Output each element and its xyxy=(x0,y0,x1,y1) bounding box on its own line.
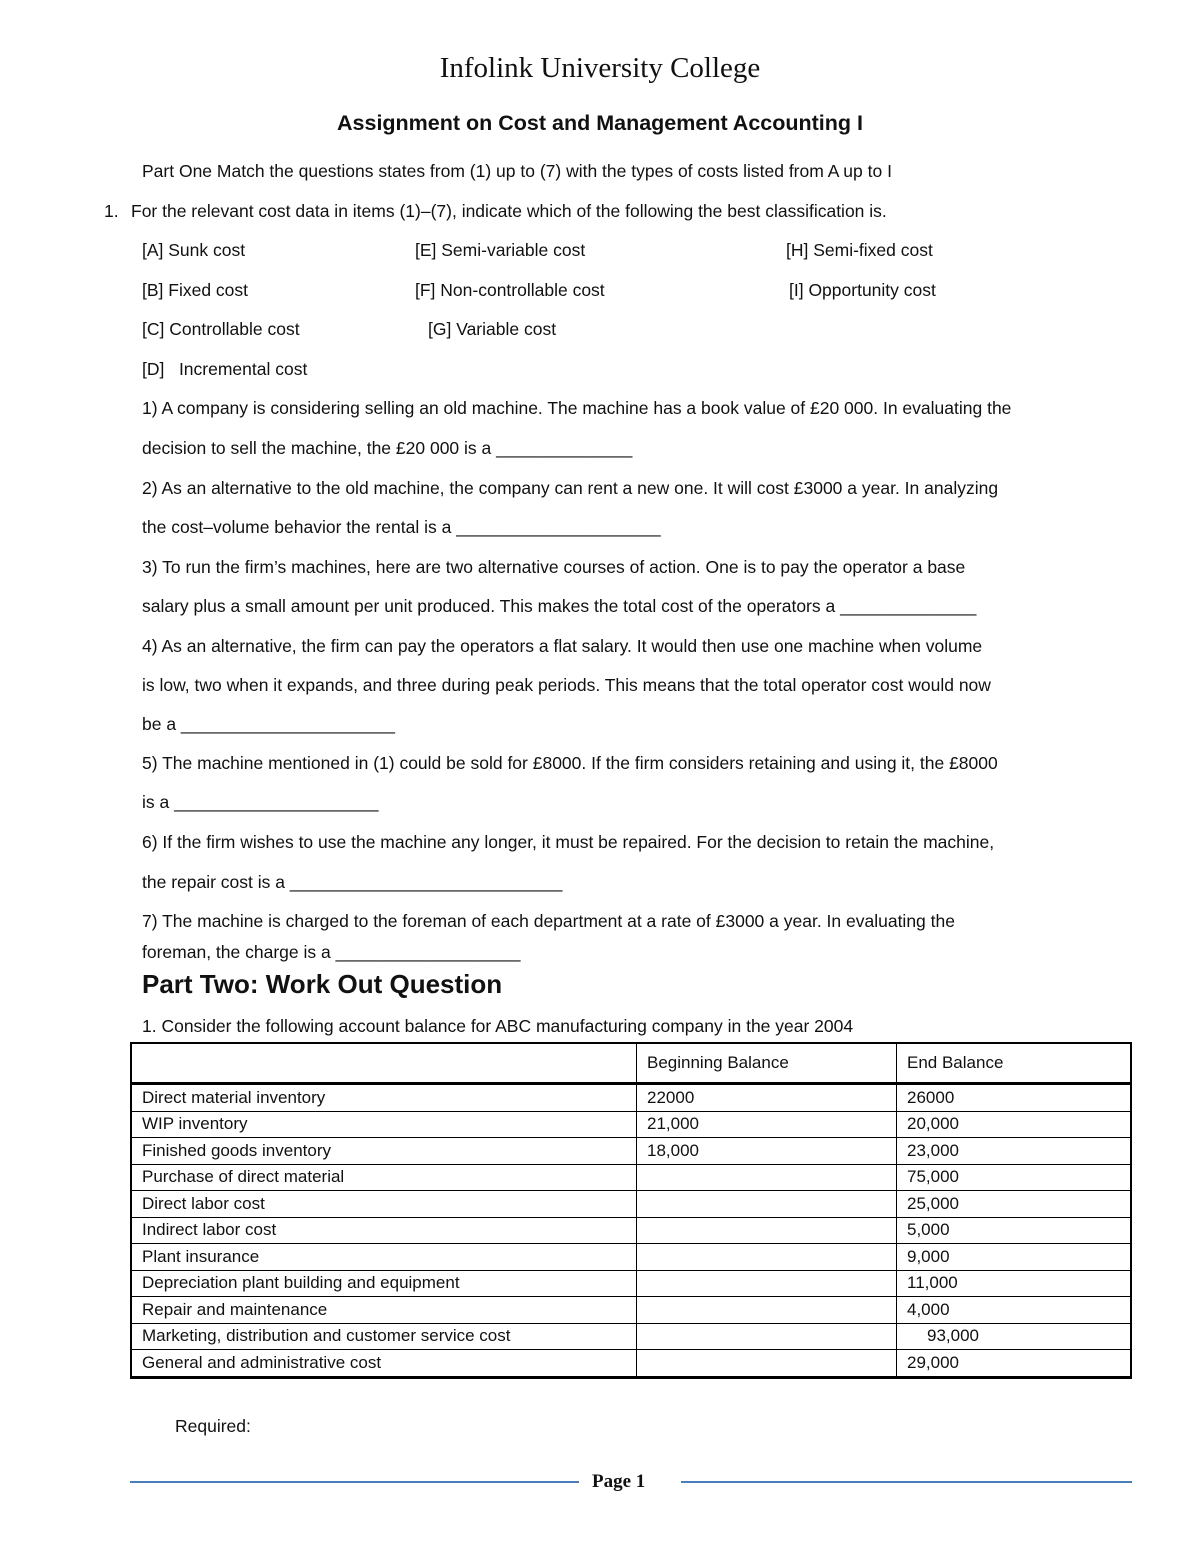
table-row xyxy=(131,1323,1131,1350)
table-header-row xyxy=(131,1043,1131,1084)
table-row xyxy=(131,1350,1131,1378)
table-cell: 11,000 xyxy=(897,1270,1132,1297)
item-3-line-2: salary plus a small amount per unit produced. This makes the total cost of the operators a ______________ xyxy=(142,596,977,616)
item-3-line-1: 3) To run the firm’s machines, here are two alternative courses of action. One is to pay the operator a base xyxy=(142,557,966,577)
item-1-line-1: 1) A company is considering selling an old machine. The machine has a book value of £20 000. In evaluating the xyxy=(142,398,1012,418)
table-cell xyxy=(637,1297,897,1324)
table-cell: 22000 xyxy=(637,1084,897,1112)
table-cell xyxy=(637,1191,897,1218)
item-4-line-3: be a ______________________ xyxy=(142,714,396,734)
table-cell: 26000 xyxy=(897,1084,1132,1112)
table-cell xyxy=(637,1244,897,1271)
college-name: Infolink University College xyxy=(439,52,761,84)
item-7-line-1: 7) The machine is charged to the foreman of each department at a rate of £3000 a year. In evaluating the xyxy=(142,911,955,931)
table-cell: WIP inventory xyxy=(131,1111,637,1138)
table-row xyxy=(131,1244,1131,1271)
item-2-line-2: the cost–volume behavior the rental is a _____________________ xyxy=(142,517,661,537)
question-number: 1. xyxy=(104,201,119,221)
table-row xyxy=(131,1164,1131,1191)
footer-rule-right xyxy=(681,1481,1132,1483)
required-label: Required: xyxy=(175,1416,251,1436)
item-1-line-2: decision to sell the machine, the £20 000 is a ______________ xyxy=(142,438,633,458)
table-cell: 75,000 xyxy=(897,1164,1132,1191)
item-5-line-2: is a _____________________ xyxy=(142,792,379,812)
table-cell: 4,000 xyxy=(897,1297,1132,1324)
table-cell: 25,000 xyxy=(897,1191,1132,1218)
item-4-line-1: 4) As an alternative, the firm can pay the operators a flat salary. It would then use one machine when volume xyxy=(142,636,983,656)
part-two-question: 1. Consider the following account balance for ABC manufacturing company in the year 2004 xyxy=(142,1016,854,1036)
item-4-line-2: is low, two when it expands, and three during peak periods. This means that the total operator cost would now xyxy=(142,675,991,695)
option-e: [E] Semi-variable cost xyxy=(415,240,586,260)
table-row xyxy=(131,1138,1131,1165)
table-cell xyxy=(637,1217,897,1244)
table-cell: Repair and maintenance xyxy=(131,1297,637,1324)
table-cell: 23,000 xyxy=(897,1138,1132,1165)
table-cell: 20,000 xyxy=(897,1111,1132,1138)
table-cell: Purchase of direct material xyxy=(131,1164,637,1191)
part-two-heading: Part Two: Work Out Question xyxy=(142,969,503,999)
option-h: [H] Semi-fixed cost xyxy=(786,240,933,260)
table-cell: 9,000 xyxy=(897,1244,1132,1271)
table-row xyxy=(131,1111,1131,1138)
table-cell: 93,000 xyxy=(897,1323,1132,1350)
table-row xyxy=(131,1191,1131,1218)
table-cell xyxy=(637,1270,897,1297)
table-row xyxy=(131,1084,1131,1112)
table-cell xyxy=(637,1323,897,1350)
assignment-title: Assignment on Cost and Management Accounting I xyxy=(337,111,863,135)
table-cell: 29,000 xyxy=(897,1350,1132,1378)
table-cell: Direct material inventory xyxy=(131,1084,637,1112)
option-i: [I] Opportunity cost xyxy=(789,280,936,300)
table-cell: Plant insurance xyxy=(131,1244,637,1271)
item-5-line-1: 5) The machine mentioned in (1) could be sold for £8000. If the firm considers retaining and using it, the £8000 xyxy=(142,753,998,773)
table-cell xyxy=(637,1164,897,1191)
item-6-line-1: 6) If the firm wishes to use the machine any longer, it must be repaired. For the decision to retain the machine, xyxy=(142,832,995,852)
option-d: [D] Incremental cost xyxy=(142,359,308,379)
page-number: Page 1 xyxy=(592,1471,646,1492)
part-one-intro: Part One Match the questions states from (1) up to (7) with the types of costs listed from A up to I xyxy=(142,161,892,181)
table-cell: 5,000 xyxy=(897,1217,1132,1244)
table-cell: Finished goods inventory xyxy=(131,1138,637,1165)
table-header-cell: End Balance xyxy=(897,1043,1132,1084)
item-6-line-2: the repair cost is a ____________________________ xyxy=(142,872,563,892)
table-row xyxy=(131,1297,1131,1324)
table-header-cell: Beginning Balance xyxy=(637,1043,897,1084)
table-cell: Indirect labor cost xyxy=(131,1217,637,1244)
table-cell xyxy=(637,1350,897,1378)
footer-rule-left xyxy=(130,1481,579,1483)
table-header-cell xyxy=(131,1043,637,1084)
table-row xyxy=(131,1270,1131,1297)
question-text: For the relevant cost data in items (1)–(7), indicate which of the following the best classification is. xyxy=(131,201,887,221)
account-balance-table xyxy=(130,1042,1132,1379)
table-cell: 18,000 xyxy=(637,1138,897,1165)
option-f: [F] Non-controllable cost xyxy=(415,280,605,300)
table-cell: Depreciation plant building and equipment xyxy=(131,1270,637,1297)
table-cell: 21,000 xyxy=(637,1111,897,1138)
table-cell: Marketing, distribution and customer service cost xyxy=(131,1323,637,1350)
item-7-line-2: foreman, the charge is a ___________________ xyxy=(142,942,521,962)
table-cell: General and administrative cost xyxy=(131,1350,637,1378)
table-row xyxy=(131,1217,1131,1244)
table-cell: Direct labor cost xyxy=(131,1191,637,1218)
option-a: [A] Sunk cost xyxy=(142,240,246,260)
option-b: [B] Fixed cost xyxy=(142,280,249,300)
option-g: [G] Variable cost xyxy=(428,319,557,339)
item-2-line-1: 2) As an alternative to the old machine, the company can rent a new one. It will cost £3000 a year. In analyzing xyxy=(142,478,999,498)
option-c: [C] Controllable cost xyxy=(142,319,300,339)
